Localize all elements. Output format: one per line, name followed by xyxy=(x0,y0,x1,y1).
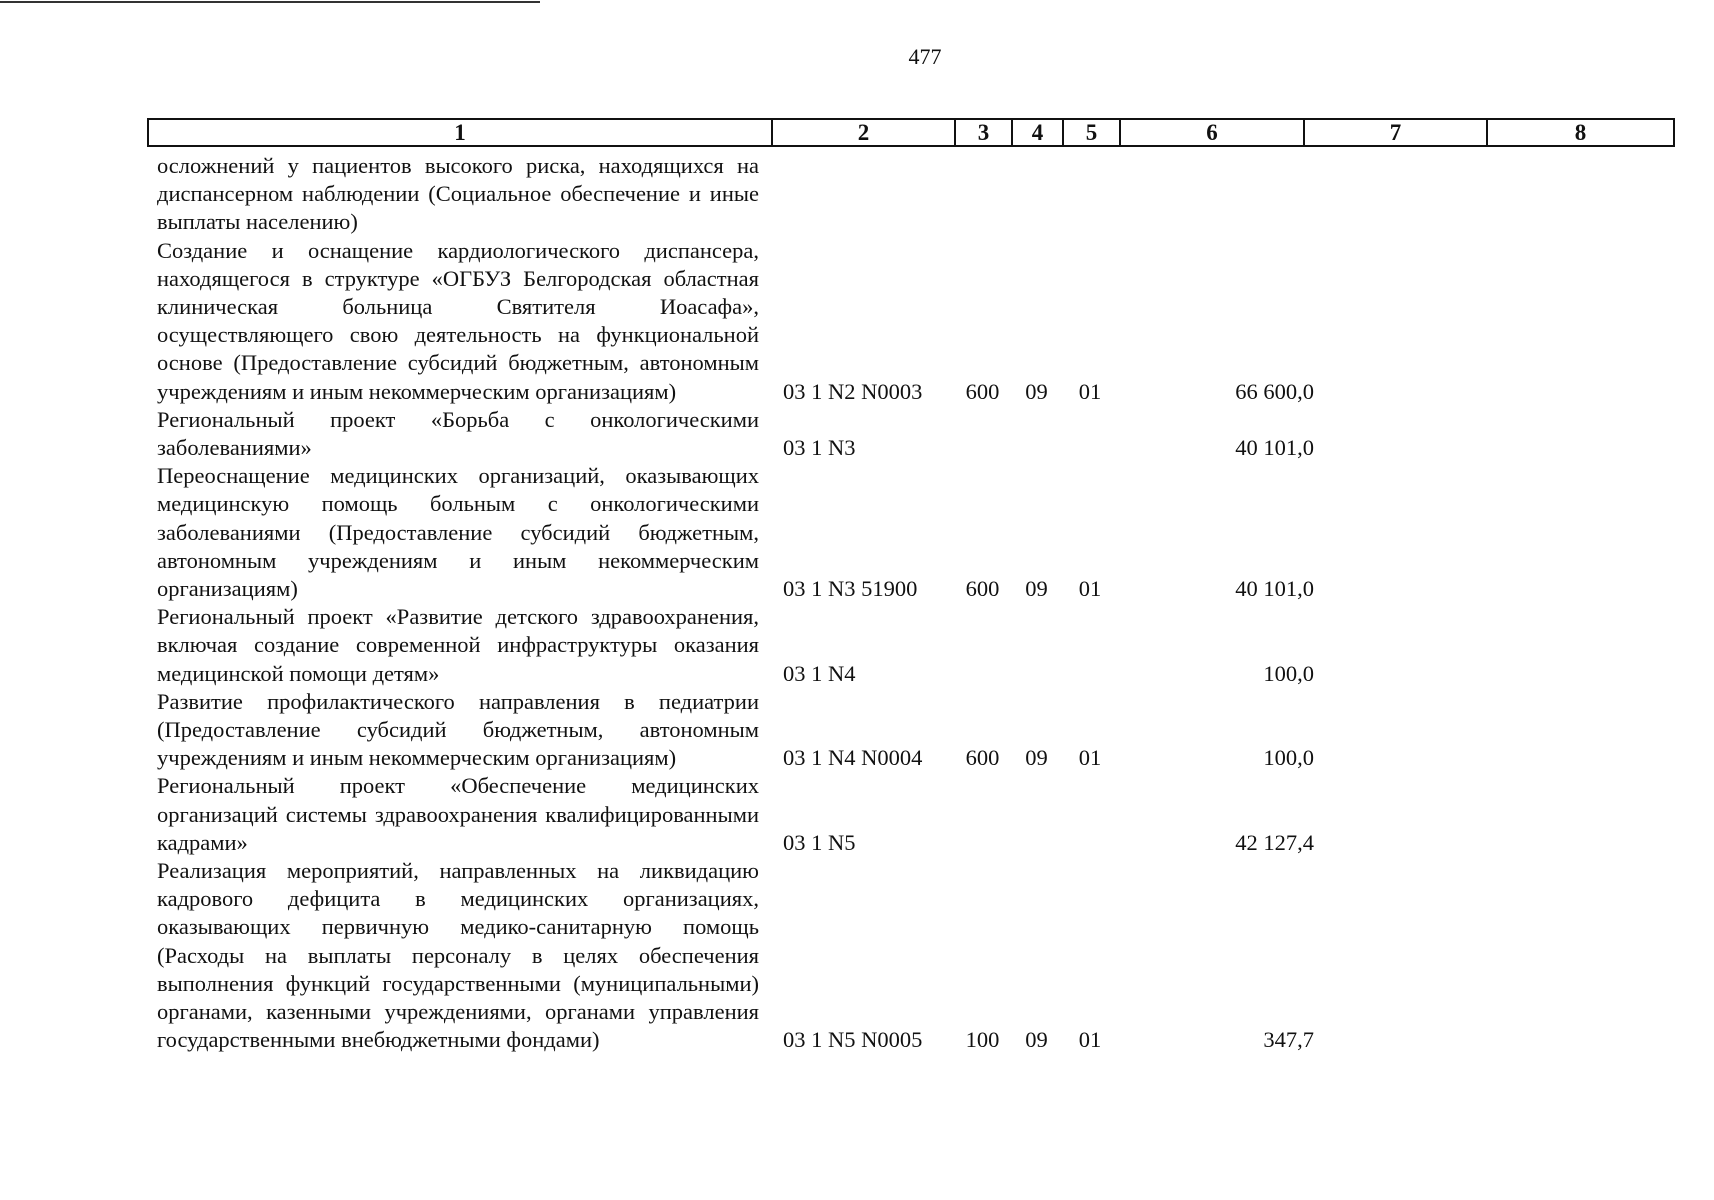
header-col-4: 4 xyxy=(1013,120,1064,145)
table-row xyxy=(157,688,1314,773)
table-body xyxy=(157,152,1314,1055)
page-number: 477 xyxy=(908,44,942,69)
table-row xyxy=(157,603,1314,688)
row-amount: 100,0 xyxy=(1263,660,1314,686)
row-amount: 42 127,4 xyxy=(1235,829,1314,855)
header-col-6: 6 xyxy=(1121,120,1305,145)
row-col-5: 01 xyxy=(1078,745,1102,771)
table-row xyxy=(157,406,1314,462)
row-amount: 66 600,0 xyxy=(1235,378,1314,404)
row-description: Региональный проект «Развитие детского здравоохранения, включая создание современной инфраструктуры оказания медицинской помощи детям» xyxy=(157,604,759,686)
table-row xyxy=(157,772,1314,857)
row-code: 03 1 N3 xyxy=(783,435,856,461)
row-col-3: 100 xyxy=(965,1027,1000,1053)
scan-edge-line xyxy=(0,1,540,3)
header-col-7: 7 xyxy=(1305,120,1488,145)
header-col-3: 3 xyxy=(956,120,1013,145)
row-description: Региональный проект «Борьба с онкологическими заболеваниями» xyxy=(157,406,759,461)
row-amount: 100,0 xyxy=(1263,745,1314,771)
row-col-3: 600 xyxy=(965,745,1000,771)
table-row xyxy=(157,152,1314,237)
row-description: Создание и оснащение кардиологического диспансера, находящегося в структуре «ОГБУЗ Белгородская областная клиническая больница Святителя Иоасафа», осуществляющего свою деятельность на функциональной основе (Предоставление субсидий бюджетным, автономным учреждениям и иным некоммерческим организациям) xyxy=(157,237,759,404)
row-description: Развитие профилактического направления в педиатрии (Предоставление субсидий бюджетным, автономным учреждениям и иным некоммерческим организациям) xyxy=(157,688,759,771)
row-description: Переоснащение медицинских организаций, оказывающих медицинскую помощь больным с онкологическими заболеваниями (Предоставление субсидий бюджетным, автономным учреждениям и иным некоммерческим организациям) xyxy=(157,463,759,602)
table-row xyxy=(157,857,1314,1054)
row-amount: 347,7 xyxy=(1263,1027,1314,1053)
row-amount: 40 101,0 xyxy=(1235,576,1314,602)
row-col-4: 09 xyxy=(1025,378,1048,404)
table-header xyxy=(147,118,1675,147)
table-row xyxy=(157,462,1314,603)
row-col-5: 01 xyxy=(1078,1027,1102,1053)
row-description: Региональный проект «Обеспечение медицинских организаций системы здравоохранения квалифицированными кадрами» xyxy=(157,773,759,855)
header-col-5: 5 xyxy=(1064,120,1121,145)
row-col-5: 01 xyxy=(1078,576,1102,602)
row-code: 03 1 N3 51900 xyxy=(783,576,918,602)
row-col-4: 09 xyxy=(1025,745,1048,771)
row-code: 03 1 N5 xyxy=(783,829,856,855)
header-col-2: 2 xyxy=(773,120,956,145)
row-col-4: 09 xyxy=(1025,1027,1048,1053)
row-description: Реализация мероприятий, направленных на ликвидацию кадрового дефицита в медицинских организациях, оказывающих первичную медико-санитарную помощь (Расходы на выплаты персоналу в целях обеспечения выполнения функций государственными (муниципальными) органами, казенными учреждениями, органами управления государственными внебюджетными фондами) xyxy=(157,858,759,1053)
header-col-8: 8 xyxy=(1574,120,1587,145)
table-row xyxy=(157,237,1314,406)
row-code: 03 1 N2 N0003 xyxy=(783,378,923,404)
row-col-3: 600 xyxy=(965,576,1000,602)
row-col-5: 01 xyxy=(1078,378,1102,404)
row-code: 03 1 N5 N0005 xyxy=(783,1027,923,1053)
row-description: осложнений у пациентов высокого риска, находящихся на диспансерном наблюдении (Социальное обеспечение и иные выплаты населению) xyxy=(157,153,759,235)
row-code: 03 1 N4 N0004 xyxy=(783,745,923,771)
row-amount: 40 101,0 xyxy=(1235,435,1314,461)
row-col-4: 09 xyxy=(1025,576,1048,602)
row-code: 03 1 N4 xyxy=(783,660,856,686)
row-col-3: 600 xyxy=(965,378,1000,404)
header-col-1: 1 xyxy=(149,120,773,145)
